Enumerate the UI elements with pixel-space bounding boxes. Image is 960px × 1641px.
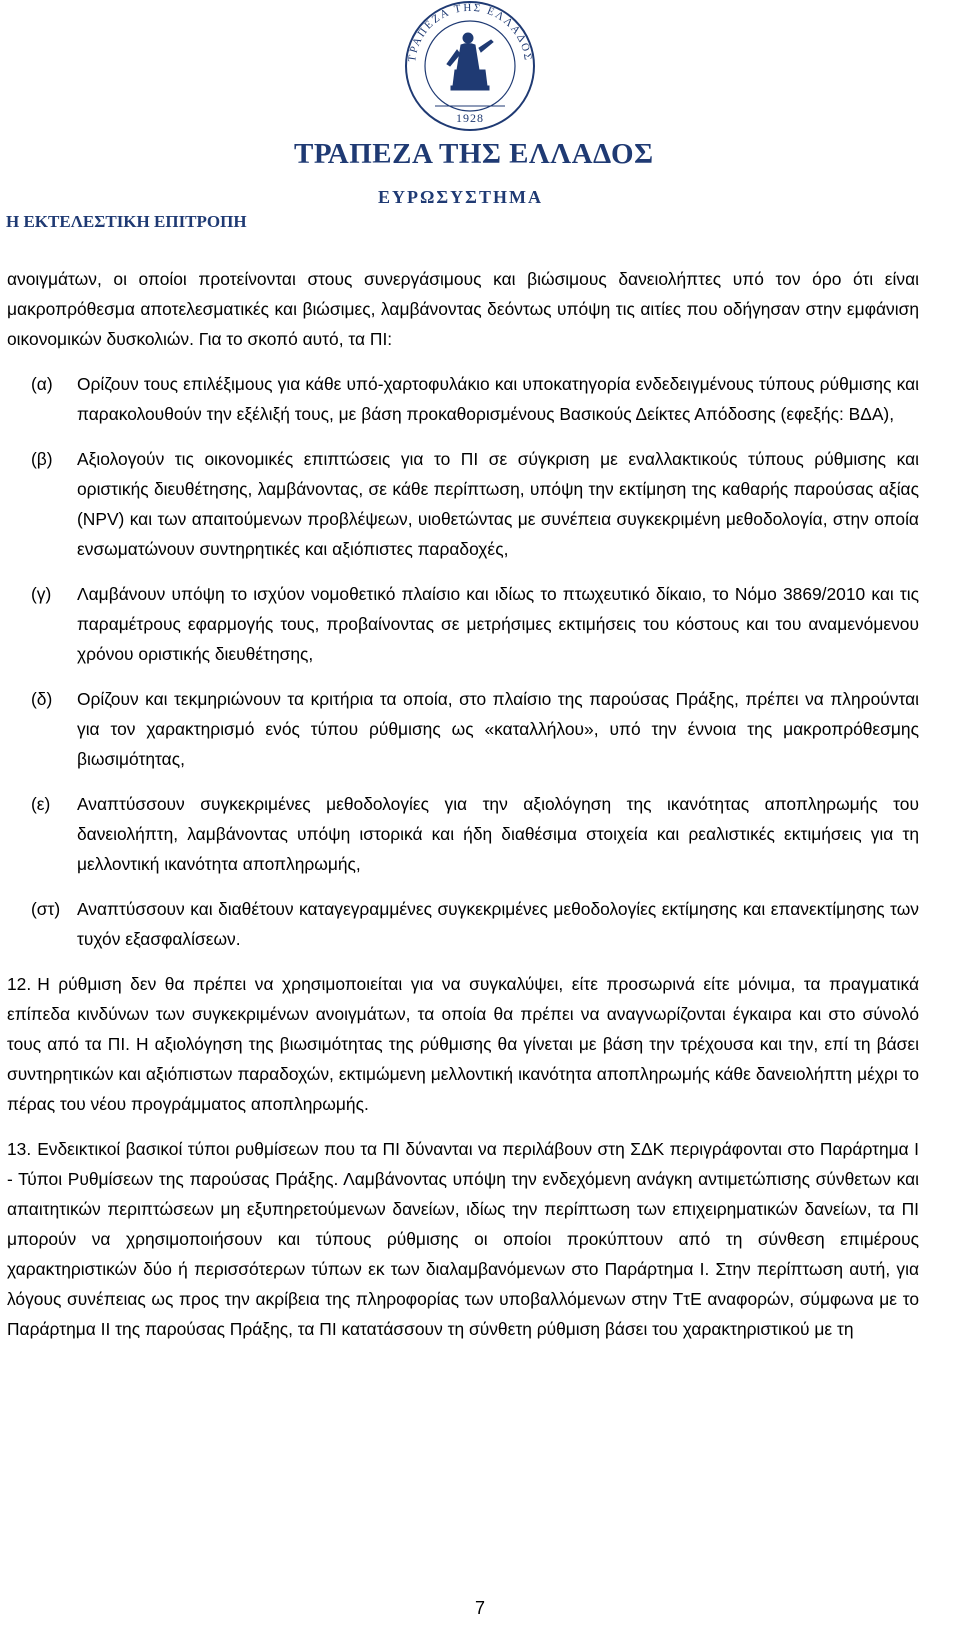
list-item xyxy=(7,789,919,879)
paragraph-text: Ενδεικτικοί βασικοί τύποι ρυθμίσεων που τα ΠΙ δύνανται να περιλάβουν στη ΣΔΚ περιγράφονται στο Παράρτημα Ι - Τύποι Ρυθμίσεων της παρούσας Πράξης. Λαμβάνοντας υπόψη την ενδεχόμενη ανάγκη αντιμετώπισης σύνθετων και απαιτητικών περιπτώσεων μη εξυπηρετούμενων δανείων, ιδίως την περίπτωση των επιχειρηματικών δανείων, τα ΠΙ μπορούν να χρησιμοποιήσουν και τύπους ρύθμισης οι οποίοι προκύπτουν από τη σύνθεση επιμέρους χαρακτηριστικών δύο ή περισσότερων τύπων εκ των διαλαμβανόμενων στο Παράρτημα Ι. Στην περίπτωση αυτή, για λόγους συνέπειας ως προς την ακρίβεια της πληροφορίας των υποβαλλόμενων στην ΤτΕ αναφορών, σύμφωνα με το Παράρτημα ΙΙ της παρούσας Πράξης, τα ΠΙ κατατάσσουν τη σύνθετη ρύθμιση βάσει του χαρακτηριστικού με τη xyxy=(7,1139,919,1339)
list-item-text: Αναπτύσσουν και διαθέτουν καταγεγραμμένες συγκεκριμένες μεθοδολογίες εκτίμησης και επανεκτίμησης των τυχόν εξασφαλίσεων. xyxy=(77,899,919,949)
list-item-label: (δ) xyxy=(31,689,53,709)
list-item xyxy=(7,369,919,429)
list-item-label: (στ) xyxy=(31,899,61,919)
list-item-text: Ορίζουν και τεκμηριώνουν τα κριτήρια τα οποία, στο πλαίσιο της παρούσας Πράξης, πρέπει να πληρούνται για τον χαρακτηρισμό ενός τύπου ρύθμισης ως «καταλλήλου», υπό την έννοια της μακροπρόθεσμης βιωσιμότητας, xyxy=(77,689,919,769)
paragraph-number: 13. xyxy=(7,1139,32,1159)
list-item-text: Λαμβάνουν υπόψη το ισχύον νομοθετικό πλαίσιο και ιδίως το πτωχευτικό δίκαιο, το Νόμο 3869/2010 και τις παραμέτρους εφαρμογής τους, προβαίνοντας σε μετρήσιμες εκτιμήσεις του κόστους και του αναμενόμενου χρόνου οριστικής διευθέτησης, xyxy=(77,584,919,664)
list-item xyxy=(7,684,919,774)
list-item-text: Αξιολογούν τις οικονομικές επιπτώσεις για το ΠΙ σε σύγκριση με εναλλακτικούς τύπους ρύθμισης και οριστικής διευθέτησης, λαμβάνοντας, σε κάθε περίπτωση, υπόψη την εκτίμηση της καθαρής παρούσας αξίας (NPV) και των απαιτούμενων προβλέψεων, υιοθετώντας με συνέπεια συγκεκριμένη μεθοδολογία, στην οποία ενσωματώνουν συντηρητικές και αξιόπιστες παραδοχές, xyxy=(77,449,919,559)
paragraph-number: 12. xyxy=(7,974,32,994)
list-item-text: Αναπτύσσουν συγκεκριμένες μεθοδολογίες για την αξιολόγηση της ικανότητας αποπληρωμής του δανειολήπτη, λαμβάνοντας υπόψη ιστορικά και ήδη διαθέσιμα στοιχεία και ρεαλιστικές εκτιμήσεις για τη μελλοντική ικανότητα αποπληρωμής, xyxy=(77,794,919,874)
intro-paragraph: ανοιγμάτων, οι οποίοι προτείνονται στους συνεργάσιμους και βιώσιμους δανειολήπτες υπό τον όρο ότι είναι μακροπρόθεσμα αποτελεσματικές και βιώσιμες, λαμβάνοντας δεόντως υπόψη τις αιτίες που οδήγησαν στην εμφάνιση οικονομικών δυσκολιών. Για το σκοπό αυτό, τα ΠΙ: xyxy=(7,269,919,349)
paragraph-text: Η ρύθμιση δεν θα πρέπει να χρησιμοποιείται για να συγκαλύψει, είτε προσωρινά είτε μόνιμα, τα πραγματικά επίπεδα κινδύνων των συγκεκριμένων ανοιγμάτων, τα οποία θα πρέπει να αναγνωρίζονται έγκαιρα και στο σύνολό τους από τα ΠΙ. Η αξιολόγηση της βιωσιμότητας της ρύθμισης θα γίνεται με βάση την τρέχουσα και την, επί τη βάσει συντηρητικών και αξιόπιστων παραδοχών, εκτιμώμενη μελλοντική ικανότητα αποπληρωμής κάθε δανειολήπτη μέχρι το πέρας του νέου προγράμματος αποπληρωμής. xyxy=(7,974,919,1114)
list-item-text: Ορίζουν τους επιλέξιμους για κάθε υπό-χαρτοφυλάκιο και υποκατηγορία ενδεδειγμένους τύπους ρύθμισης και παρακολουθούν την εξέλιξή τους, με βάση προκαθορισμένους Βασικούς Δείκτες Απόδοσης (εφεξής: ΒΔΑ), xyxy=(77,374,919,424)
bank-name-heading: ΤΡΑΠΕΖΑ ΤΗΣ ΕΛΛΑΔΟΣ xyxy=(294,138,654,170)
list-item-label: (γ) xyxy=(31,584,52,604)
list-item xyxy=(7,894,919,954)
document-header xyxy=(0,0,960,250)
list-item-label: (ε) xyxy=(31,794,51,814)
list-item xyxy=(7,579,919,669)
eurosystem-label: ΕΥΡΩΣΥΣΤΗΜΑ xyxy=(378,187,543,207)
numbered-paragraph-12 xyxy=(7,969,919,1119)
list-item-label: (β) xyxy=(31,449,53,469)
svg-text:ΤΡΑΠΕΖΑ ΤΗΣ ΕΛΛΑΔΟΣ: ΤΡΑΠΕΖΑ ΤΗΣ ΕΛΛΑΔΟΣ xyxy=(406,1,534,63)
numbered-paragraph-13 xyxy=(7,1134,919,1344)
list-item xyxy=(7,444,919,564)
page-number: 7 xyxy=(474,1598,485,1618)
list-item-label: (α) xyxy=(31,374,53,394)
document-body xyxy=(7,264,919,1359)
bank-seal-logo xyxy=(395,0,545,132)
svg-text:1928: 1928 xyxy=(456,111,484,125)
executive-committee-label: Η ΕΚΤΕΛΕΣΤΙΚΗ ΕΠΙΤΡΟΠΗ xyxy=(6,212,247,231)
criteria-list xyxy=(7,369,919,954)
